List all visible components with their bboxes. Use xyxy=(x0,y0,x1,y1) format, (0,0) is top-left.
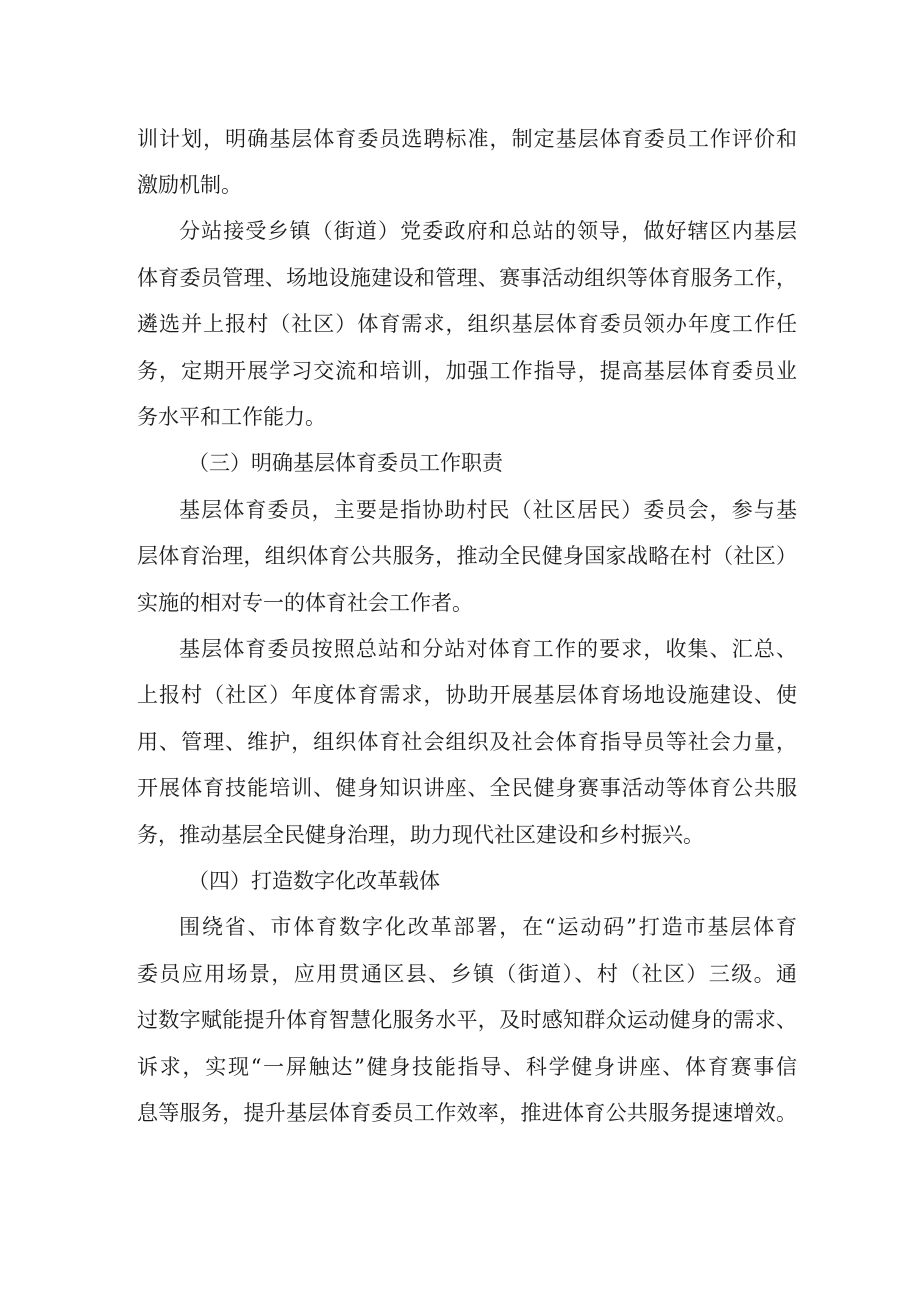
text-line: 委员应用场景，应用贯通区县、乡镇（街道）、村（社区）三级。通 xyxy=(137,962,797,986)
paragraph-first-line: 基层体育委员，主要是指协助村民（社区居民）委员会，参与基 xyxy=(179,498,797,522)
text-line: 务，定期开展学习交流和培训，加强工作指导，提高基层体育委员业 xyxy=(137,359,797,383)
paragraph-first-line: 基层体育委员按照总站和分站对体育工作的要求，收集、汇总、 xyxy=(179,637,797,661)
text-line: 用、管理、维护，组织体育社会组织及社会体育指导员等社会力量， xyxy=(137,730,797,754)
text-line: 诉求，实现“一屏触达”健身技能指导、科学健身讲座、体育赛事信 xyxy=(137,1055,797,1079)
paragraph-first-line: 围绕省、市体育数字化改革部署，在“运动码”打造市基层体育 xyxy=(179,915,797,939)
text-line: 息等服务，提升基层体育委员工作效率，推进体育公共服务提速增效。 xyxy=(137,1101,797,1125)
text-line: 务水平和工作能力。 xyxy=(137,405,326,429)
text-line: 过数字赋能提升体育智慧化服务水平，及时感知群众运动健身的需求、 xyxy=(137,1008,797,1032)
text-line-continuation: 训计划，明确基层体育委员选聘标准，制定基层体育委员工作评价和 xyxy=(137,127,797,151)
text-line: 务，推动基层全民健身治理，助力现代社区建设和乡村振兴。 xyxy=(137,823,704,847)
section-heading: （三）明确基层体育委员工作职责 xyxy=(188,451,503,475)
text-line: 体育委员管理、场地设施建设和管理、赛事活动组织等体育服务工作， xyxy=(137,266,797,290)
text-line: 遴选并上报村（社区）体育需求，组织基层体育委员领办年度工作任 xyxy=(137,312,797,336)
text-line: 实施的相对专一的体育社会工作者。 xyxy=(137,591,473,615)
paragraph-first-line: 分站接受乡镇（街道）党委政府和总站的领导，做好辖区内基层 xyxy=(179,219,797,243)
section-heading: （四）打造数字化改革载体 xyxy=(188,869,440,893)
text-line: 开展体育技能培训、健身知识讲座、全民健身赛事活动等体育公共服 xyxy=(137,776,797,800)
text-line: 激励机制。 xyxy=(137,173,242,197)
text-line: 层体育治理，组织体育公共服务，推动全民健身国家战略在村（社区） xyxy=(137,544,797,568)
text-line: 上报村（社区）年度体育需求，协助开展基层体育场地设施建设、使 xyxy=(137,683,797,707)
